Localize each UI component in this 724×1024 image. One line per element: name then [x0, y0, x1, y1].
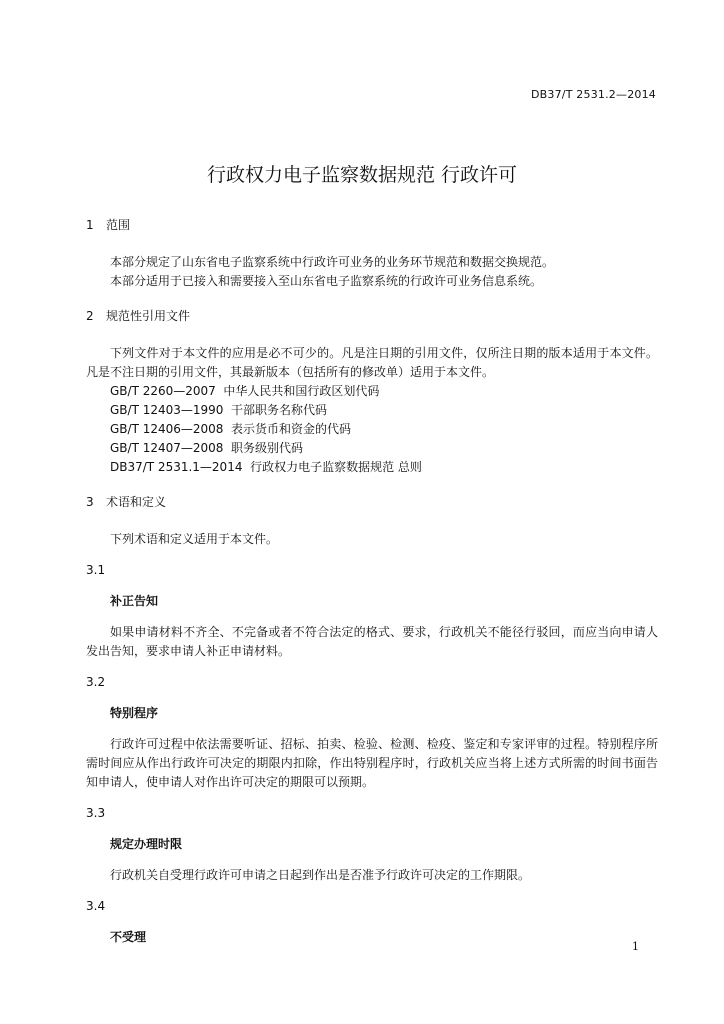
- paragraph: 下列术语和定义适用于本文件。: [110, 532, 279, 546]
- term-number: 3.4: [86, 899, 106, 913]
- term-number: 3.3: [86, 806, 106, 820]
- document-title: 行政权力电子监察数据规范 行政许可: [206, 164, 518, 186]
- reference-item: DB37/T 2531.1—2014 行政权力电子监察数据规范 总则: [110, 460, 422, 474]
- document-body: [86, 216, 658, 947]
- paragraph: 下列文件对于本文件的应用是必不可少的。凡是注日期的引用文件，仅所注日期的版本适用于本文件。凡是不注日期的引用文件，其最新版本（包括所有的修改单）适用于本文件。: [86, 346, 658, 379]
- section-number: 3: [86, 495, 94, 509]
- term-name: 补正告知: [110, 594, 159, 608]
- term-name: 规定办理时限: [110, 837, 183, 851]
- term-name: 不受理: [110, 930, 147, 944]
- reference-item: GB/T 2260—2007 中华人民共和国行政区划代码: [110, 384, 380, 398]
- term-name: 特别程序: [110, 706, 159, 720]
- section-title: 术语和定义: [106, 495, 167, 509]
- term-definition: 如果申请材料不齐全、不完备或者不符合法定的格式、要求，行政机关不能径行驳回，而应当向申请人发出告知，要求申请人补正申请材料。: [86, 625, 658, 658]
- standard-number: DB37/T 2531.2—2014: [530, 88, 656, 101]
- term-definition: 行政许可过程中依法需要听证、招标、拍卖、检验、检测、检疫、鉴定和专家评审的过程。特别程序所需时间应从作出行政许可决定的期限内扣除，作出特别程序时，行政机关应当将上述方式所需的时间书面告知申请人，使申请人对作出许可决定的期限可以预期。: [86, 737, 658, 789]
- reference-item: GB/T 12403—1990 干部职务名称代码: [110, 403, 328, 417]
- page-number: 1: [632, 940, 639, 953]
- section-number: 2: [86, 309, 94, 323]
- term-number: 3.1: [86, 563, 106, 577]
- section-title: 规范性引用文件: [106, 309, 191, 323]
- section-heading-normative-references: [86, 307, 658, 326]
- section-number: 1: [86, 218, 94, 232]
- paragraph: 本部分适用于已接入和需要接入至山东省电子监察系统的行政许可业务信息系统。: [110, 274, 543, 288]
- section-title: 范围: [106, 218, 131, 232]
- term-number: 3.2: [86, 675, 106, 689]
- section-heading-terms: [86, 493, 658, 512]
- paragraph: 本部分规定了山东省电子监察系统中行政许可业务的业务环节规范和数据交换规范。: [110, 255, 555, 269]
- reference-item: GB/T 12406—2008 表示货币和资金的代码: [110, 422, 352, 436]
- section-heading-scope: [86, 216, 658, 235]
- reference-item: GB/T 12407—2008 职务级别代码: [110, 441, 304, 455]
- term-definition: 行政机关自受理行政许可申请之日起到作出是否准予行政许可决定的工作期限。: [110, 868, 531, 882]
